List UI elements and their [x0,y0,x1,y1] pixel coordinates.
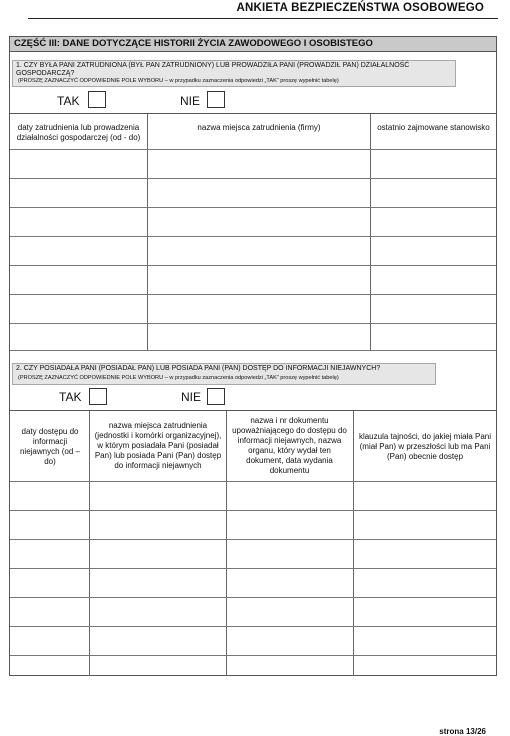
section-frame [9,36,497,676]
table1-header-employer: nazwa miejsca zatrudnienia (firmy) [197,123,321,132]
q2-no-label: NIE [181,390,202,404]
question-1-box [12,60,456,87]
table-row[interactable] [10,350,496,351]
q2-yes-checkbox[interactable] [89,388,107,405]
section-title-bar [10,37,496,52]
q1-no-label: NIE [180,94,201,108]
form-title: ANKIETA BEZPIECZEŃSTWA OSOBOWEGO [236,2,484,14]
question-1-note: (PROSZĘ ZAZNACZYĆ ODPOWIEDNIE POLE WYBORU – w przypadku zaznaczenia odpowiedzi „TAK” proszę wypełnić tabelę) [18,78,339,84]
table-row[interactable] [10,597,496,598]
question-2-text: 2. CZY POSIADAŁA PANI (POSIADAŁ PAN) LUB POSIADA PANI (PAN) DOSTĘP DO INFORMACJI NIEJAWNYCH? [16,365,381,372]
table-row[interactable] [10,539,496,540]
table-row[interactable] [10,626,496,627]
q1-no-checkbox[interactable] [207,91,225,108]
table1-header-position: ostatnio zajmowane stanowisko [377,123,490,132]
table-row[interactable] [10,207,496,208]
table2-header-document: nazwa i nr dokumentu upoważniającego do dostępu do informacji niejawnych, nazwa organu, który wydał ten dokument, data wydania dokumentu [232,416,347,475]
q1-yes-label: TAK [57,94,80,108]
table-row[interactable] [10,568,496,569]
table-classified-access [10,410,496,676]
table-row[interactable] [10,294,496,295]
page-header [28,0,498,19]
table2-header-clause: klauzula tajności, do jakiej miała Pani (miał Pan) w przeszłości lub ma Pani (Pan) obecnie dostęp [358,432,492,461]
table2-header-dates: daty dostępu do informacji niejawnych (od – do) [19,427,81,466]
q2-yes-label: TAK [59,390,82,404]
table-row[interactable] [10,236,496,237]
section-title: CZĘŚĆ III: DANE DOTYCZĄCE HISTORII ŻYCIA ZAWODOWEGO I OSOBISTEGO [14,38,373,49]
table-employment [10,113,496,351]
page-number: strona 13/26 [439,727,486,736]
table1-header-dates: daty zatrudnienia lub prowadzenia działalności gospodarczej (od - do) [16,122,141,142]
q2-no-checkbox[interactable] [207,388,225,405]
question-1-text: 1. CZY BYŁA PANI ZATRUDNIONA (BYŁ PAN ZATRUDNIONY) LUB PROWADZIŁA PANI (PROWADZIŁ PAN) DZIAŁALNOŚĆ GOSPODARCZĄ? [16,62,410,77]
table-row[interactable] [10,178,496,179]
q1-yes-checkbox[interactable] [88,91,106,108]
table-row[interactable] [10,510,496,511]
table-row[interactable] [10,265,496,266]
table-row[interactable] [10,655,496,656]
table-row[interactable] [10,323,496,324]
question-2-note: (PROSZĘ ZAZNACZYĆ ODPOWIEDNIE POLE WYBORU – w przypadku zaznaczenia odpowiedzi „TAK” proszę wypełnić tabelę) [18,375,339,381]
table2-header-unit: nazwa miejsca zatrudnienia (jednostki i komórki organizacyjnej), w którym posiadała Pani (posiadał Pan) lub posiada Pani (Pan) dostęp do informacji niejawnych [94,421,222,470]
question-2-box [12,363,436,385]
